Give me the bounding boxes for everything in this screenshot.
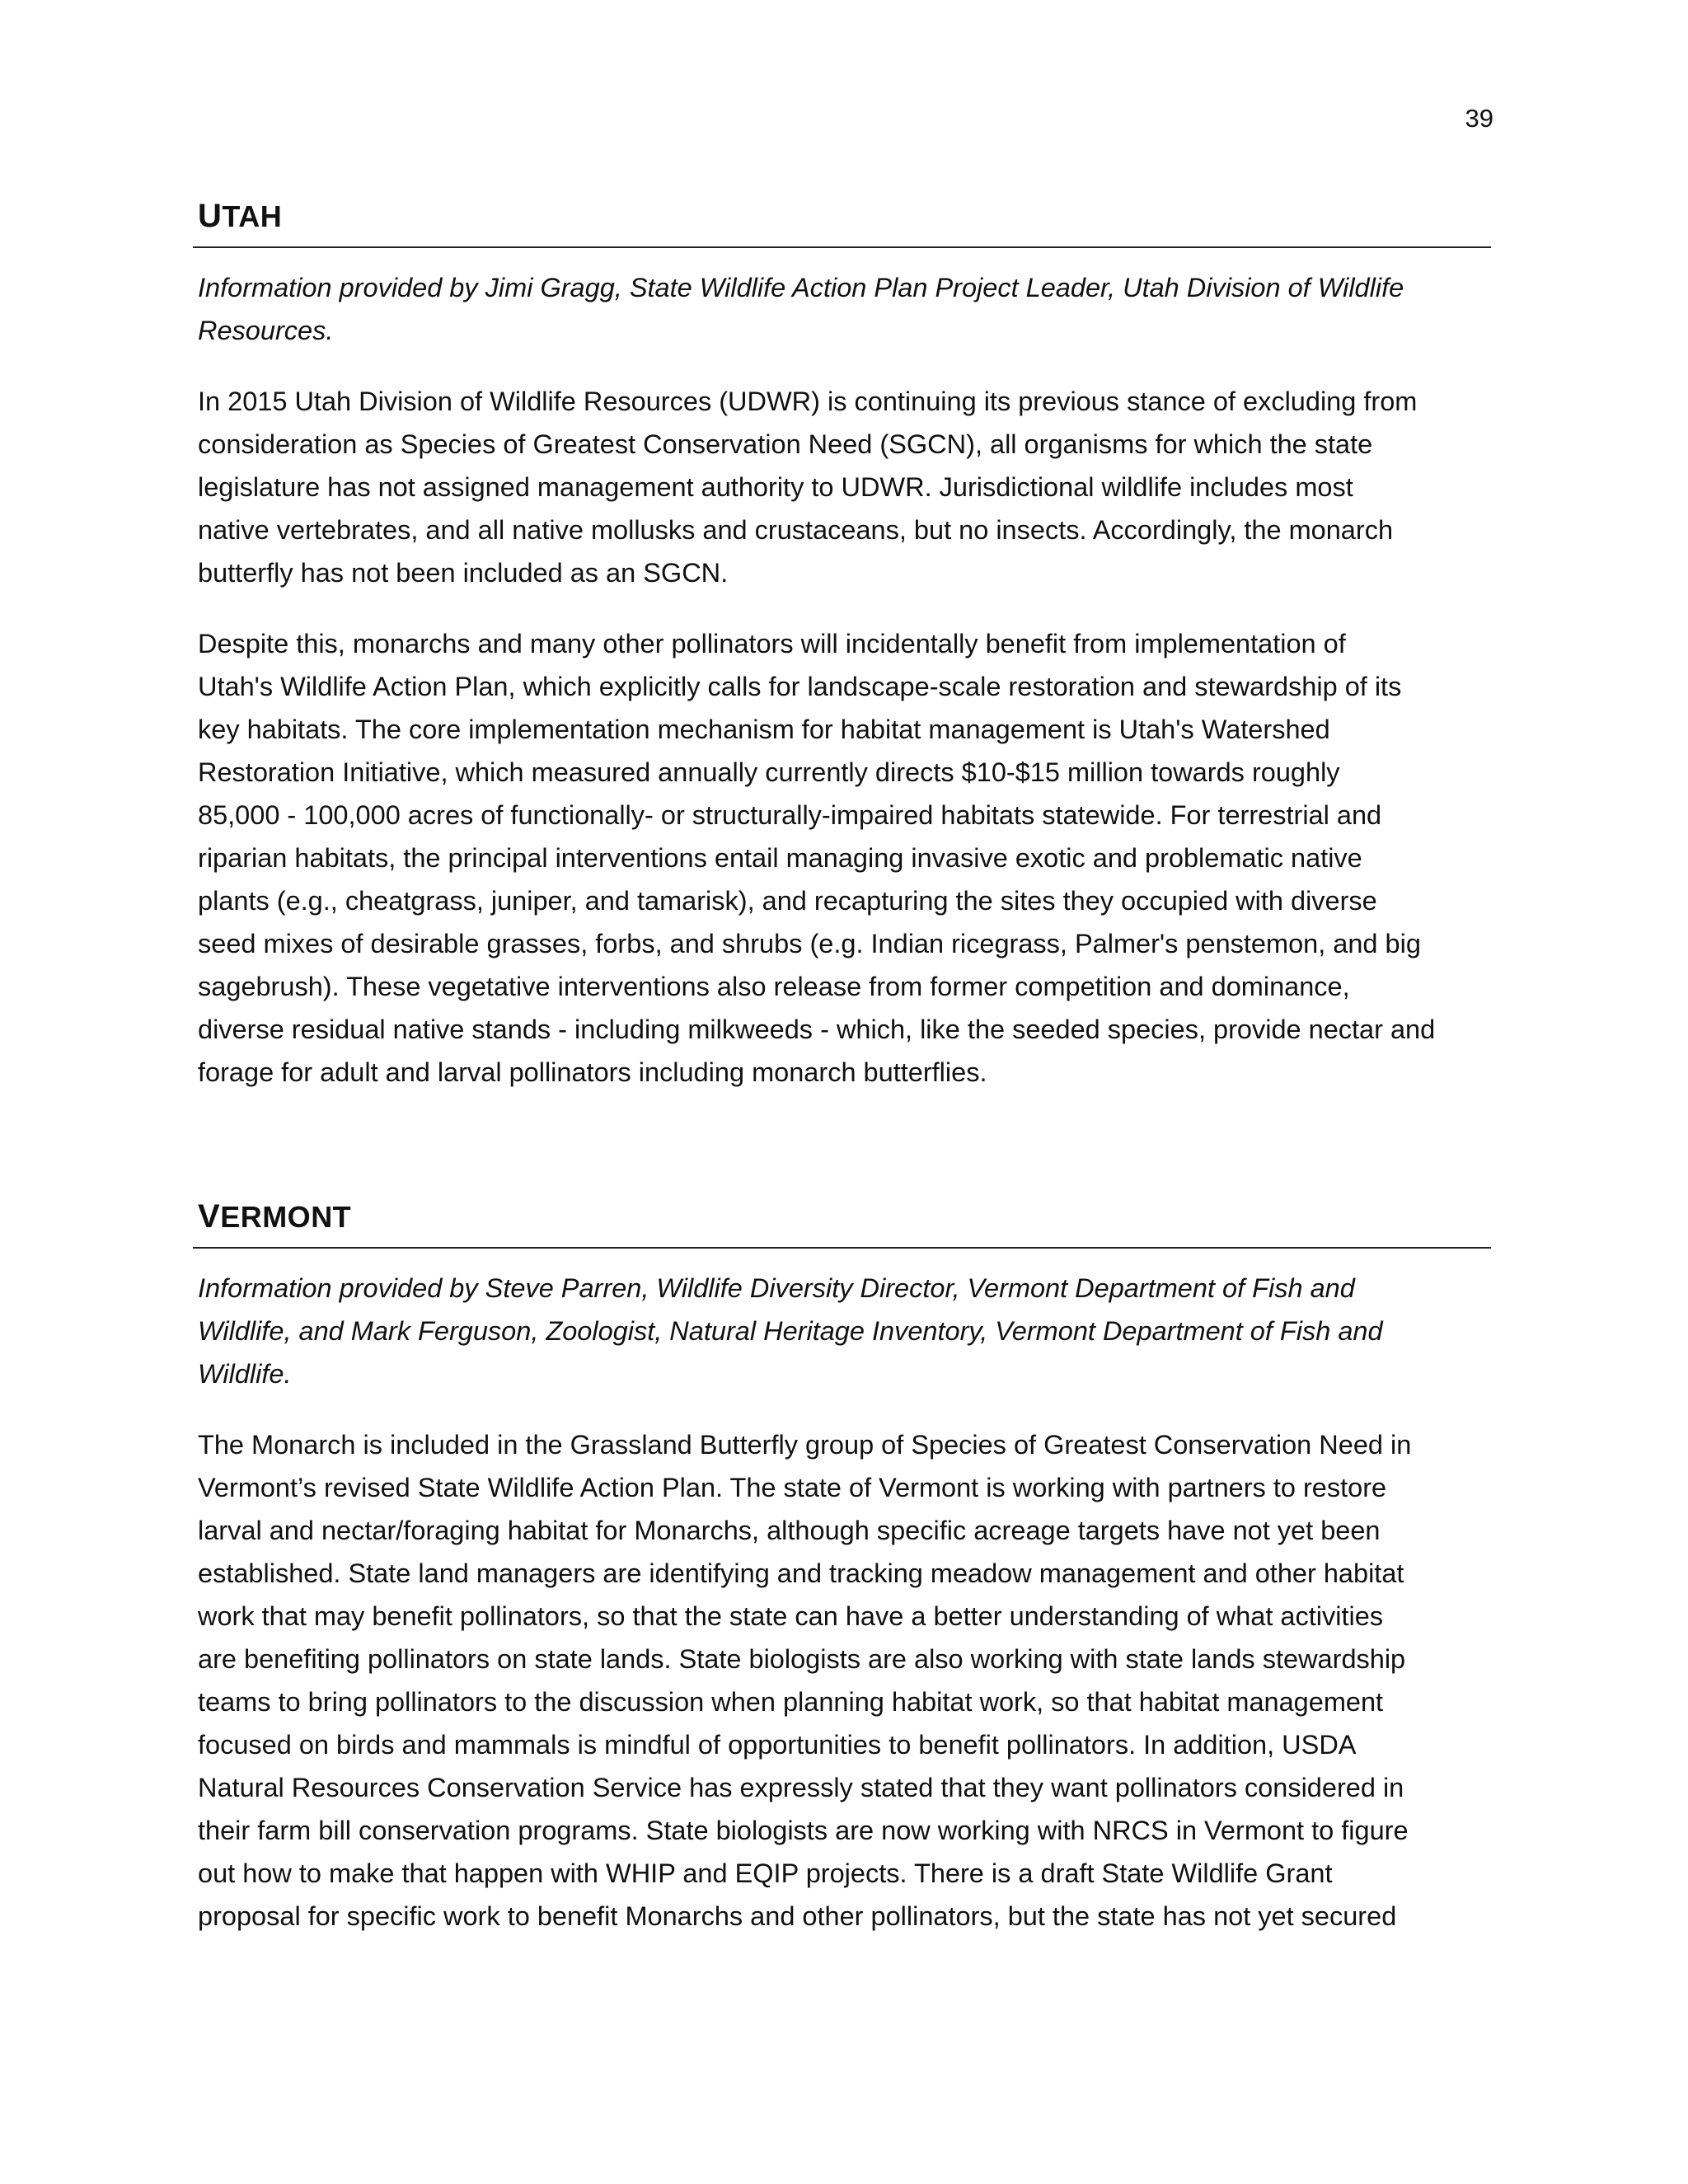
section-utah xyxy=(193,198,1491,1094)
text-line: out how to make that happen with WHIP and EQIP projects. There is a draft State Wildlife Grant xyxy=(198,1858,1333,1888)
text-line: Natural Resources Conservation Service has expressly stated that they want pollinators considered in xyxy=(198,1773,1404,1802)
text-line: proposal for specific work to benefit Monarchs and other pollinators, but the state has not yet secured xyxy=(198,1901,1397,1931)
text-line: work that may benefit pollinators, so that the state can have a better understanding of what activities xyxy=(198,1601,1384,1631)
heading-rest: ERMONT xyxy=(220,1200,352,1234)
text-line: diverse residual native stands - including milkweeds - which, like the seeded species, provide nectar and xyxy=(198,1015,1436,1044)
attribution-line: Wildlife. xyxy=(198,1359,292,1389)
section-vermont xyxy=(193,1198,1491,1938)
section-heading-utah xyxy=(193,198,1491,248)
text-line: native vertebrates, and all native mollusks and crustaceans, but no insects. Accordingly, the monarch xyxy=(198,515,1394,545)
text-line: larval and nectar/foraging habitat for Monarchs, although specific acreage targets have not yet been xyxy=(198,1516,1381,1545)
text-line: The Monarch is included in the Grassland Butterfly group of Species of Greatest Conservation Need in xyxy=(198,1430,1412,1460)
text-line: Restoration Initiative, which measured annually currently directs $10-$15 million towards roughly xyxy=(198,757,1340,787)
text-line: established. State land managers are identifying and tracking meadow management and other habitat xyxy=(198,1558,1404,1588)
heading-initial: U xyxy=(198,198,223,234)
paragraph-utah-1 xyxy=(193,380,1490,594)
attribution-line: Information provided by Steve Parren, Wildlife Diversity Director, Vermont Department of Fish and xyxy=(198,1273,1355,1303)
text-line: In 2015 Utah Division of Wildlife Resources (UDWR) is continuing its previous stance of excluding from xyxy=(198,387,1418,416)
page-number: 39 xyxy=(1465,104,1493,133)
text-line: consideration as Species of Greatest Conservation Need (SGCN), all organisms for which the state xyxy=(198,429,1373,459)
section-heading-vermont xyxy=(193,1198,1491,1249)
text-line: Utah's Wildlife Action Plan, which explicitly calls for landscape-scale restoration and stewardship of its xyxy=(198,672,1402,701)
text-line: teams to bring pollinators to the discussion when planning habitat work, so that habitat management xyxy=(198,1687,1384,1717)
heading-rest: TAH xyxy=(222,199,283,233)
attribution-utah xyxy=(193,266,1490,352)
text-line: seed mixes of desirable grasses, forbs, and shrubs (e.g. Indian ricegrass, Palmer's penstemon, and big xyxy=(198,929,1421,958)
text-line: riparian habitats, the principal interventions entail managing invasive exotic and problematic native xyxy=(198,843,1362,873)
text-line: forage for adult and larval pollinators including monarch butterflies. xyxy=(198,1057,987,1087)
attribution-line: Resources. xyxy=(198,316,334,345)
text-line: Vermont’s revised State Wildlife Action Plan. The state of Vermont is working with partners to restore xyxy=(198,1473,1387,1502)
text-line: legislature has not assigned management authority to UDWR. Jurisdictional wildlife includes most xyxy=(198,472,1353,502)
text-line: sagebrush). These vegetative interventions also release from former competition and dominance, xyxy=(198,972,1350,1001)
text-line: Despite this, monarchs and many other pollinators will incidentally benefit from implementation of xyxy=(198,629,1346,658)
text-line: their farm bill conservation programs. State biologists are now working with NRCS in Vermont to figure xyxy=(198,1816,1409,1845)
attribution-vermont xyxy=(193,1267,1490,1395)
text-line: are benefiting pollinators on state lands. State biologists are also working with state lands stewardship xyxy=(198,1644,1406,1674)
text-line: 85,000 - 100,000 acres of functionally- or structurally-impaired habitats statewide. For terrestrial and xyxy=(198,800,1382,830)
paragraph-vermont-1 xyxy=(193,1423,1490,1938)
text-line: key habitats. The core implementation mechanism for habitat management is Utah's Watershed xyxy=(198,715,1330,744)
attribution-line: Wildlife, and Mark Ferguson, Zoologist, Natural Heritage Inventory, Vermont Department of Fish and xyxy=(198,1316,1383,1346)
paragraph-utah-2 xyxy=(193,622,1490,1094)
text-line: plants (e.g., cheatgrass, juniper, and tamarisk), and recapturing the sites they occupied with diverse xyxy=(198,886,1377,916)
text-line: focused on birds and mammals is mindful of opportunities to benefit pollinators. In addition, USDA xyxy=(198,1730,1357,1760)
text-line: butterfly has not been included as an SGCN. xyxy=(198,558,729,588)
heading-initial: V xyxy=(198,1198,221,1235)
attribution-line: Information provided by Jimi Gragg, State Wildlife Action Plan Project Leader, Utah Division of Wildlife xyxy=(198,273,1404,302)
